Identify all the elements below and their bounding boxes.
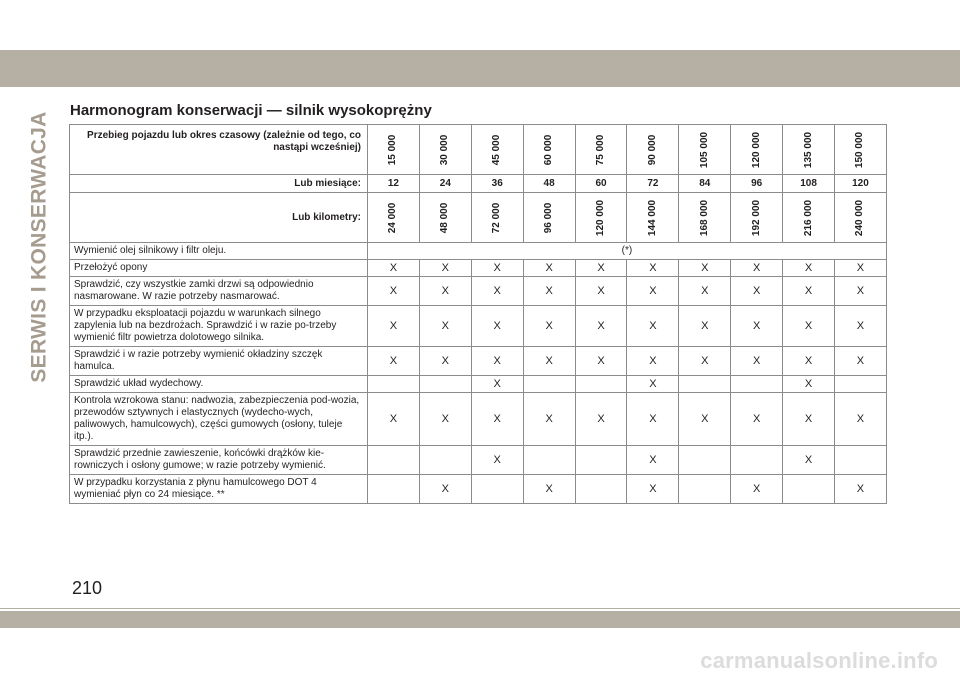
months-value: 120 xyxy=(835,175,887,193)
interval-mark: X xyxy=(471,376,523,393)
interval-mark: X xyxy=(471,446,523,475)
interval-mark xyxy=(368,475,420,504)
interval-mark: X xyxy=(783,393,835,446)
interval-mark: X xyxy=(835,347,887,376)
interval-mark: X xyxy=(368,306,420,347)
kilometers-cell xyxy=(783,193,835,243)
mileage-value: 15 000 xyxy=(387,134,399,165)
months-value: 60 xyxy=(575,175,627,193)
interval-mark: X xyxy=(835,393,887,446)
months-value: 12 xyxy=(368,175,420,193)
table-row xyxy=(70,260,887,277)
kilometers-value: 144 000 xyxy=(646,199,658,236)
interval-mark: X xyxy=(419,347,471,376)
mileage-value: 45 000 xyxy=(491,134,503,165)
kilometers-value: 168 000 xyxy=(698,199,710,236)
interval-mark xyxy=(731,446,783,475)
interval-mark: X xyxy=(679,260,731,277)
interval-mark: X xyxy=(783,376,835,393)
task-label: W przypadku korzystania z płynu hamulcowego DOT 4 wymieniać płyn co 24 miesiące. ** xyxy=(70,475,368,504)
kilometers-value: 216 000 xyxy=(802,199,814,236)
interval-mark: X xyxy=(419,260,471,277)
header-band xyxy=(0,50,960,87)
task-label: Sprawdzić i w razie potrzeby wymienić okładziny szczęk hamulca. xyxy=(70,347,368,376)
interval-mark xyxy=(471,475,523,504)
kilometers-cell xyxy=(419,193,471,243)
interval-mark: X xyxy=(835,306,887,347)
mileage-value: 135 000 xyxy=(802,131,814,168)
interval-mark: X xyxy=(419,277,471,306)
mileage-header-label: Przebieg pojazdu lub okres czasowy (zależnie od tego, co nastąpi wcześniej) xyxy=(70,125,368,175)
mileage-cell xyxy=(523,125,575,175)
footer-rule xyxy=(0,608,960,609)
months-value: 36 xyxy=(471,175,523,193)
interval-mark: X xyxy=(679,347,731,376)
kilometers-value: 48 000 xyxy=(439,202,451,233)
months-value: 24 xyxy=(419,175,471,193)
interval-mark xyxy=(679,475,731,504)
interval-mark xyxy=(783,475,835,504)
kilometers-cell xyxy=(575,193,627,243)
mileage-cell xyxy=(419,125,471,175)
kilometers-value: 240 000 xyxy=(854,199,866,236)
interval-mark: X xyxy=(679,277,731,306)
table-row xyxy=(70,446,887,475)
interval-mark: X xyxy=(627,393,679,446)
interval-mark xyxy=(419,376,471,393)
interval-mark: X xyxy=(419,306,471,347)
task-label: Przełożyć opony xyxy=(70,260,368,277)
interval-mark: X xyxy=(523,347,575,376)
task-label: Sprawdzić przednie zawieszenie, końcówki drążków kie-rowniczych i osłony gumowe; w razie potrzeby wymienić. xyxy=(70,446,368,475)
kilometers-value: 120 000 xyxy=(595,199,606,236)
months-value: 48 xyxy=(523,175,575,193)
interval-mark xyxy=(679,376,731,393)
kilometers-cell xyxy=(471,193,523,243)
kilometers-row xyxy=(70,193,887,243)
interval-mark: X xyxy=(471,393,523,446)
interval-mark: X xyxy=(523,277,575,306)
kilometers-label: Lub kilometry: xyxy=(70,193,368,243)
interval-mark: X xyxy=(627,446,679,475)
table-row xyxy=(70,347,887,376)
interval-mark xyxy=(575,376,627,393)
mileage-cell xyxy=(835,125,887,175)
mileage-header-row xyxy=(70,125,887,175)
interval-mark xyxy=(523,376,575,393)
interval-mark: X xyxy=(575,277,627,306)
interval-mark: X xyxy=(471,277,523,306)
interval-mark: X xyxy=(731,306,783,347)
kilometers-cell xyxy=(679,193,731,243)
interval-note: (*) xyxy=(368,243,887,260)
interval-mark: X xyxy=(523,475,575,504)
months-value: 96 xyxy=(731,175,783,193)
kilometers-value: 24 000 xyxy=(387,202,399,233)
interval-mark xyxy=(835,446,887,475)
section-side-title xyxy=(28,94,52,399)
mileage-value: 75 000 xyxy=(595,134,606,165)
task-label: Kontrola wzrokowa stanu: nadwozia, zabezpieczenia pod-wozia, przewodów sztywnych i elastycznych (wydecho-wych, paliwowych, hamulcowych), części gumowych (osłony, tuleje itp.). xyxy=(70,393,368,446)
months-row xyxy=(70,175,887,193)
kilometers-cell xyxy=(523,193,575,243)
interval-mark: X xyxy=(835,260,887,277)
watermark: carmanualsonline.info xyxy=(700,648,938,673)
table-row xyxy=(70,393,887,446)
interval-mark: X xyxy=(731,393,783,446)
mileage-cell xyxy=(575,125,627,175)
interval-mark: X xyxy=(627,347,679,376)
months-value: 72 xyxy=(627,175,679,193)
mileage-value: 30 000 xyxy=(439,134,451,165)
kilometers-cell xyxy=(731,193,783,243)
kilometers-cell xyxy=(835,193,887,243)
interval-mark: X xyxy=(731,277,783,306)
interval-mark: X xyxy=(523,306,575,347)
mileage-value: 90 000 xyxy=(646,134,658,165)
task-label: W przypadku eksploatacji pojazdu w warunkach silnego zapylenia lub na bezdrożach. Sprawdzić i w razie po-trzeby wymienić filtr powietrza dolotowego silnika. xyxy=(70,306,368,347)
interval-mark: X xyxy=(368,277,420,306)
months-value: 84 xyxy=(679,175,731,193)
kilometers-value: 72 000 xyxy=(491,202,503,233)
interval-mark: X xyxy=(783,306,835,347)
footer-band xyxy=(0,611,960,628)
interval-mark: X xyxy=(679,306,731,347)
interval-mark: X xyxy=(731,260,783,277)
mileage-value: 60 000 xyxy=(543,134,555,165)
interval-mark xyxy=(575,446,627,475)
mileage-cell xyxy=(471,125,523,175)
interval-mark: X xyxy=(471,260,523,277)
interval-mark: X xyxy=(523,393,575,446)
table-row xyxy=(70,243,887,260)
interval-mark: X xyxy=(835,475,887,504)
page-number: 210 xyxy=(72,578,103,598)
mileage-value: 150 000 xyxy=(854,131,866,168)
interval-mark: X xyxy=(783,277,835,306)
mileage-cell xyxy=(783,125,835,175)
interval-mark: X xyxy=(575,306,627,347)
table-row xyxy=(70,306,887,347)
interval-mark: X xyxy=(627,306,679,347)
interval-mark: X xyxy=(783,347,835,376)
mileage-value: 120 000 xyxy=(750,131,762,168)
interval-mark: X xyxy=(575,260,627,277)
interval-mark: X xyxy=(835,277,887,306)
interval-mark: X xyxy=(627,277,679,306)
interval-mark xyxy=(419,446,471,475)
months-value: 108 xyxy=(783,175,835,193)
interval-mark: X xyxy=(627,376,679,393)
interval-mark: X xyxy=(368,260,420,277)
interval-mark: X xyxy=(627,475,679,504)
kilometers-value: 192 000 xyxy=(750,199,762,236)
interval-mark: X xyxy=(575,393,627,446)
table-row xyxy=(70,277,887,306)
interval-mark: X xyxy=(575,347,627,376)
task-label: Sprawdzić układ wydechowy. xyxy=(70,376,368,393)
interval-mark xyxy=(575,475,627,504)
interval-mark xyxy=(368,446,420,475)
page-heading: Harmonogram konserwacji — silnik wysokoprężny xyxy=(70,102,432,119)
task-label: Wymienić olej silnikowy i filtr oleju. xyxy=(70,243,368,260)
interval-mark: X xyxy=(471,347,523,376)
task-label: Sprawdzić, czy wszystkie zamki drzwi są odpowiednio nasmarowane. W razie potrzeby nasmarować. xyxy=(70,277,368,306)
interval-mark: X xyxy=(368,347,420,376)
interval-mark: X xyxy=(783,260,835,277)
interval-mark: X xyxy=(731,475,783,504)
mileage-value: 105 000 xyxy=(698,131,710,168)
interval-mark: X xyxy=(368,393,420,446)
interval-mark xyxy=(679,446,731,475)
mileage-cell xyxy=(679,125,731,175)
interval-mark: X xyxy=(627,260,679,277)
section-side-title-text: SERWIS I KONSERWACJA xyxy=(28,110,51,383)
interval-mark: X xyxy=(419,393,471,446)
kilometers-value: 96 000 xyxy=(543,202,555,233)
interval-mark: X xyxy=(731,347,783,376)
mileage-cell xyxy=(731,125,783,175)
table-row xyxy=(70,376,887,393)
interval-mark xyxy=(835,376,887,393)
kilometers-cell xyxy=(627,193,679,243)
months-label: Lub miesiące: xyxy=(70,175,368,193)
mileage-cell xyxy=(368,125,420,175)
interval-mark: X xyxy=(783,446,835,475)
table-row xyxy=(70,475,887,504)
interval-mark: X xyxy=(471,306,523,347)
interval-mark: X xyxy=(419,475,471,504)
kilometers-cell xyxy=(368,193,420,243)
interval-mark xyxy=(731,376,783,393)
interval-mark xyxy=(523,446,575,475)
mileage-cell xyxy=(627,125,679,175)
maintenance-schedule-table xyxy=(69,124,887,504)
interval-mark xyxy=(368,376,420,393)
interval-mark: X xyxy=(679,393,731,446)
interval-mark: X xyxy=(523,260,575,277)
